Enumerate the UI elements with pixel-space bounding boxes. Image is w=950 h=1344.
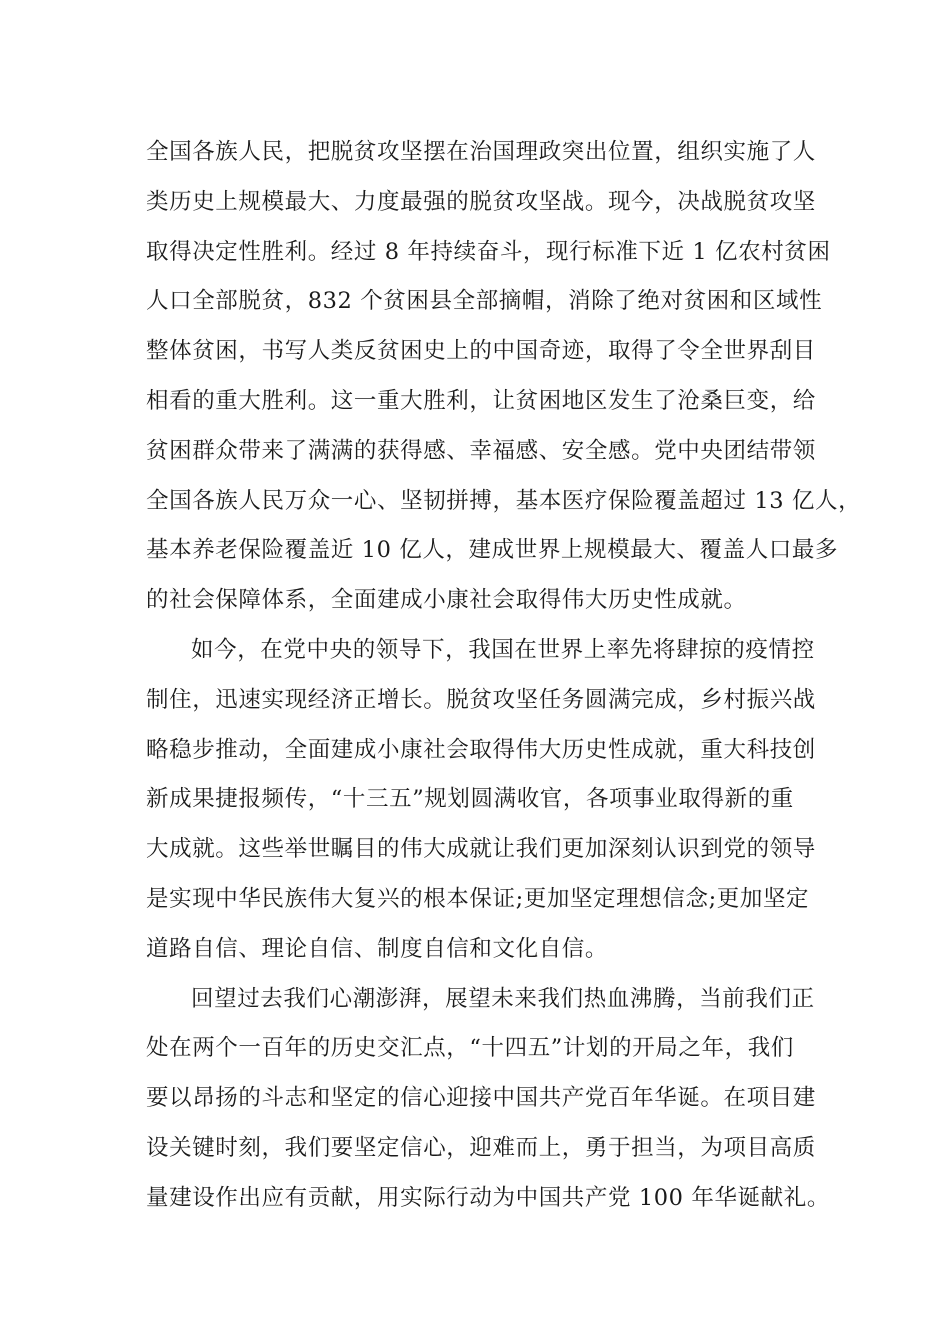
text-line: 大成就。这些举世瞩目的伟大成就让我们更加深刻认识到党的领导: [146, 836, 816, 863]
document-body: [146, 128, 862, 1224]
text-line: 整体贫困，书写人类反贫困史上的中国奇迹，取得了令全世界刮目: [146, 338, 816, 365]
text-line: 的社会保障体系，全面建成小康社会取得伟大历史性成就。: [146, 587, 747, 614]
text-line: 处在两个一百年的历史交汇点，“十四五”计划的开局之年，我们: [146, 1035, 794, 1062]
text-line: 设关键时刻，我们要坚定信心，迎难而上，勇于担当，为项目高质: [146, 1134, 816, 1161]
text-line: 人口全部脱贫，832 个贫困县全部摘帽，消除了绝对贫困和区域性: [146, 288, 823, 315]
text-line: 新成果捷报频传，“十三五”规划圆满收官，各项事业取得新的重: [146, 786, 794, 813]
text-line: 基本养老保险覆盖近 10 亿人，建成世界上规模最大、覆盖人口最多: [146, 537, 839, 564]
text-line: 要以昂扬的斗志和坚定的信心迎接中国共产党百年华诞。在项目建: [146, 1085, 816, 1112]
text-line: 是实现中华民族伟大复兴的根本保证;更加坚定理想信念;更加坚定: [146, 885, 810, 912]
paragraph-3: [146, 975, 830, 1224]
text-line: 全国各族人民，把脱贫攻坚摆在治国理政突出位置，组织实施了人: [146, 139, 816, 165]
paragraph-1: [146, 128, 862, 626]
paragraph-2: [146, 626, 826, 975]
text-line: 相看的重大胜利。这一重大胜利，让贫困地区发生了沧桑巨变，给: [146, 387, 816, 414]
text-line: 道路自信、理论自信、制度自信和文化自信。: [146, 935, 609, 962]
text-line: 如今，在党中央的领导下，我国在世界上率先将肆掠的疫情控: [191, 636, 815, 663]
text-line: 回望过去我们心潮澎湃，展望未来我们热血沸腾，当前我们正: [191, 985, 815, 1012]
text-line: 制住，迅速实现经济正增长。脱贫攻坚任务圆满完成，乡村振兴战: [146, 686, 816, 713]
text-line: 贫困群众带来了满满的获得感、幸福感、安全感。党中央团结带领: [146, 437, 816, 464]
text-line: 略稳步推动，全面建成小康社会取得伟大历史性成就，重大科技创: [146, 736, 816, 763]
text-line: 类历史上规模最大、力度最强的脱贫攻坚战。现今，决战脱贫攻坚: [146, 188, 816, 215]
text-line: 量建设作出应有贡献，用实际行动为中国共产党 100 年华诞献礼。: [146, 1184, 830, 1211]
text-line: 取得决定性胜利。经过 8 年持续奋斗，现行标准下近 1 亿农村贫困: [146, 238, 831, 265]
text-line: 全国各族人民万众一心、坚韧拼搏，基本医疗保险覆盖超过 13 亿人，: [146, 487, 862, 514]
